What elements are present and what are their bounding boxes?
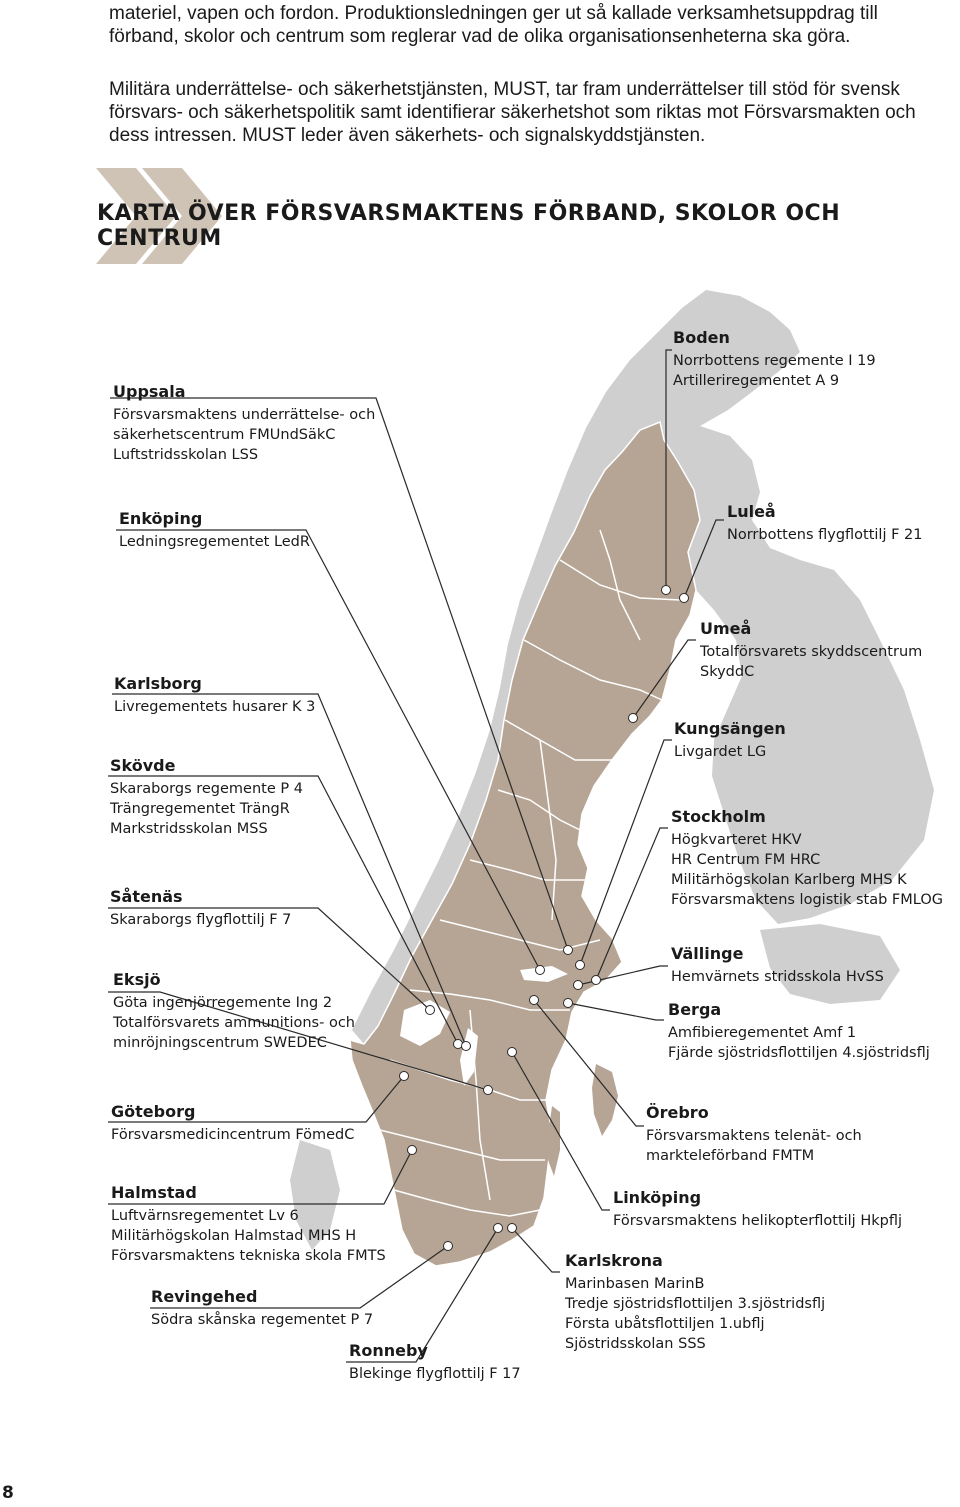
location-unit: markteleförband FMTM [646,1148,815,1164]
location-stockholm [671,807,943,910]
location-unit: Livregementets husarer K 3 [114,699,316,715]
location-name: Linköping [613,1188,702,1207]
location-name: Karlskrona [565,1251,663,1270]
location-lulea [727,502,923,545]
location-unit: Militärhögskolan Halmstad MHS H [111,1228,357,1244]
location-unit: Göta ingenjörregemente Ing 2 [113,995,333,1011]
location-name: Berga [668,1000,722,1019]
location-goteborg [111,1102,354,1145]
location-skovde [110,756,303,839]
location-eksjo [113,970,355,1053]
location-name: Luleå [727,502,776,521]
location-vallinge [671,944,884,987]
location-unit: Försvarsmaktens tekniska skola FMTS [111,1248,386,1264]
location-unit: Artilleriregementet A 9 [673,373,840,389]
location-unit: Sjöstridsskolan SSS [565,1336,706,1352]
marker-satenas [426,1006,435,1015]
location-name: Örebro [646,1103,709,1122]
location-name: Eksjö [113,970,161,989]
location-unit: Försvarsmedicincentrum FömedC [111,1127,355,1143]
location-orebro [646,1103,862,1166]
location-unit: Skaraborgs flygflottilj F 7 [110,912,292,928]
location-unit: Försvarsmaktens logistik stab FMLOG [671,892,943,908]
location-berga [668,1000,930,1063]
marker-vallinge [574,981,583,990]
location-unit: Markstridsskolan MSS [110,821,268,837]
marker-umea [629,714,638,723]
location-unit: SkyddC [700,664,755,680]
location-karlskrona [565,1251,825,1354]
location-name: Enköping [119,509,203,528]
intro-paragraph-2: Militära underrättelse- och säkerhetstjänsten, MUST, tar fram underrättelser till stöd för svensk försvars- och säkerhetspolitik samt identifierar säkerhetshot som riktas mot Försvarsmakten och dess intressen. MUST leder även säkerhets- och signalskyddstjänsten. [109,79,916,146]
location-boden [673,328,876,391]
location-name: Halmstad [111,1183,197,1202]
marker-kungsangen [576,961,585,970]
location-unit: Skaraborgs regemente P 4 [110,781,303,797]
marker-uppsala [564,946,573,955]
location-unit: Norrbottens regemente I 19 [673,353,876,369]
location-ronneby [349,1341,521,1384]
marker-boden [662,586,671,595]
location-karlsborg [114,674,315,717]
location-unit: HR Centrum FM HRC [671,852,821,868]
location-name: Stockholm [671,807,766,826]
location-name: Ronneby [349,1341,428,1360]
location-name: Kungsängen [674,719,786,738]
location-satenas [110,887,291,930]
map-title: KARTA ÖVER FÖRSVARSMAKTENS FÖRBAND, SKOLOR OCH CENTRUM [97,201,841,251]
location-unit: Blekinge flygflottilj F 17 [349,1366,521,1382]
location-unit: Försvarsmaktens underrättelse- och [113,407,376,423]
location-unit: Försvarsmaktens helikopterflottilj Hkpflj [613,1213,902,1229]
marker-karlskrona [508,1224,517,1233]
location-name: Boden [673,328,730,347]
leader-berga [568,1003,664,1020]
location-kungsangen [674,719,786,762]
location-unit: Tredje sjöstridsflottiljen 3.sjöstridsflj [565,1296,826,1312]
location-unit: Norrbottens flygflottilj F 21 [727,527,923,543]
location-revingehed [151,1287,373,1330]
marker-enkoping [536,966,545,975]
location-unit: Trängregementet TrängR [110,801,290,817]
location-unit: Fjärde sjöstridsflottiljen 4.sjöstridsflj [668,1045,930,1061]
marker-lulea [680,594,689,603]
location-unit: Försvarsmaktens telenät- och [646,1128,862,1144]
location-uppsala [113,382,375,465]
location-unit: Luftstridsskolan LSS [113,447,259,463]
location-unit: Totalförsvarets ammunitions- och [113,1015,355,1031]
location-unit: Södra skånska regementet P 7 [151,1312,374,1328]
location-name: Göteborg [111,1102,196,1121]
marker-ronneby [494,1224,503,1233]
marker-orebro [530,996,539,1005]
location-linkoping [613,1188,902,1231]
intro-paragraph-1: materiel, vapen och fordon. Produktionsledningen ger ut så kallade verksamhetsuppdrag till förband, skolor och centrum som reglerar vad de olika organisationsenheterna ska göra. [109,3,878,47]
location-unit: säkerhetscentrum FMUndSäkC [113,427,336,443]
location-unit: Högkvarteret HKV [671,832,802,848]
location-unit: Luftvärnsregementet Lv 6 [111,1208,299,1224]
marker-linkoping [508,1048,517,1057]
page-number: 8 [2,1483,14,1503]
location-halmstad [111,1183,386,1266]
marker-revingehed [444,1242,453,1251]
location-name: Uppsala [113,382,186,401]
location-unit: Första ubåtsflottiljen 1.ubflj [565,1316,765,1332]
location-name: Vällinge [671,944,744,963]
marker-karlsborg [462,1042,471,1051]
location-unit: Totalförsvarets skyddscentrum [700,644,923,660]
marker-eksjo [484,1086,493,1095]
marker-halmstad [408,1146,417,1155]
location-name: Såtenäs [110,887,183,906]
marker-berga [564,999,573,1008]
location-umea [700,619,922,682]
location-unit: Amfibieregementet Amf 1 [668,1025,857,1041]
location-unit: Livgardet LG [674,744,767,760]
location-unit: Hemvärnets stridsskola HvSS [671,969,884,985]
location-unit: minröjningscentrum SWEDEC [113,1035,327,1051]
location-name: Revingehed [151,1287,258,1306]
location-unit: Militärhögskolan Karlberg MHS K [671,872,907,888]
gotland-shape [592,1064,618,1136]
location-name: Umeå [700,619,752,638]
marker-stockholm [592,976,601,985]
location-unit: Marinbasen MarinB [565,1276,705,1292]
location-name: Skövde [110,756,176,775]
location-unit: Ledningsregementet LedR [119,534,310,550]
location-enkoping [119,509,310,552]
marker-goteborg [400,1072,409,1081]
location-name: Karlsborg [114,674,202,693]
